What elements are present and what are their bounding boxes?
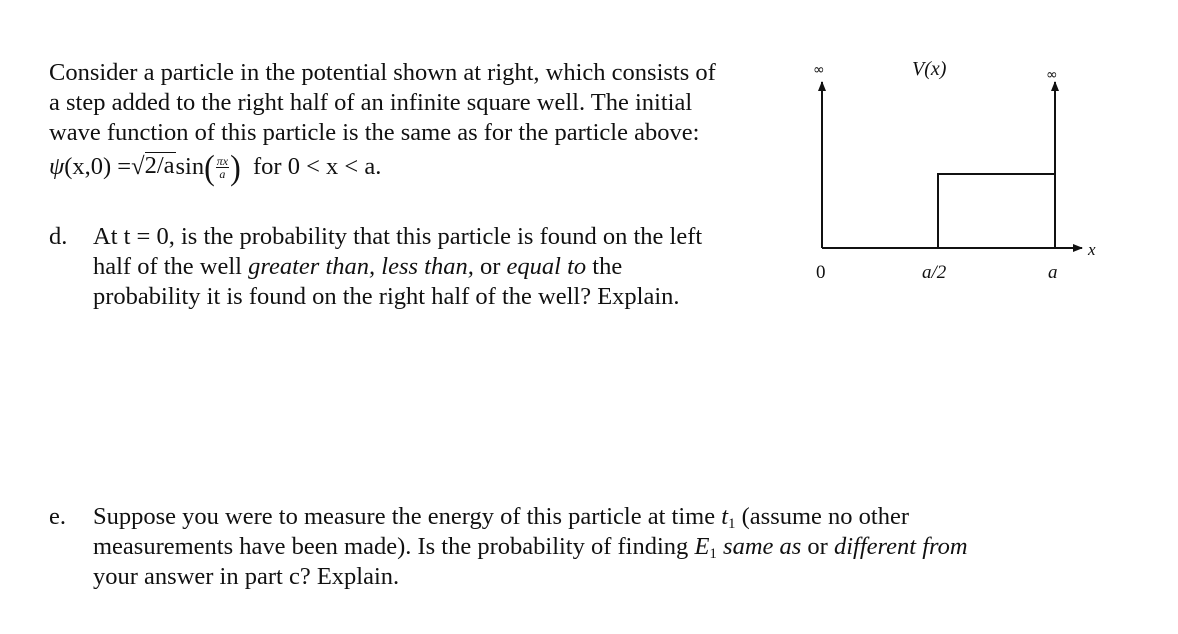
question-d-line-2-end: the xyxy=(586,253,623,280)
sqrt-sign: √ xyxy=(131,153,145,180)
question-d-line-3: probability it is found on the right half of the well? Explain. xyxy=(93,283,680,310)
intro-line-3: wave function of this particle is the same as for the particle above: xyxy=(49,119,700,146)
diagram-title: V(x) xyxy=(912,58,947,80)
psi-arguments: (x,0) = xyxy=(64,153,132,180)
psi-symbol: ψ xyxy=(49,153,65,180)
sin-function: sin xyxy=(175,153,205,180)
question-e-line-1-end: (assume no other xyxy=(735,503,910,530)
sqrt-radicand: 2/a xyxy=(144,152,175,179)
question-e-italic-same: same as xyxy=(716,533,802,560)
fraction-numerator: πx xyxy=(216,153,229,168)
tick-label-half-width: a/2 xyxy=(922,262,947,283)
question-e-line-1-start: Suppose you were to measure the energy of this particle at time xyxy=(93,503,722,530)
energy-variable: E xyxy=(694,533,710,560)
right-infinity-label: ∞ xyxy=(1046,67,1058,83)
time-variable: t xyxy=(721,503,729,530)
question-e-line-2-start: measurements have been made). Is the probability of finding xyxy=(93,533,695,560)
intro-line-2: a step added to the right half of an infinite square well. The initial xyxy=(49,89,693,116)
question-e-label: e. xyxy=(49,503,66,530)
question-d-line-1: At t = 0, is the probability that this particle is found on the left xyxy=(93,223,703,250)
tick-label-zero: 0 xyxy=(816,262,826,283)
question-d-line-2-start: half of the well xyxy=(93,253,249,280)
question-e-italic-different: different from xyxy=(833,533,968,560)
tick-label-width: a xyxy=(1048,262,1058,283)
intro-line-1: Consider a particle in the potential shown at right, which consists of xyxy=(49,59,716,86)
left-infinity-label: ∞ xyxy=(813,62,825,78)
left-paren: ( xyxy=(204,147,215,187)
question-d-or: or xyxy=(473,253,507,280)
question-e-or: or xyxy=(801,533,834,560)
domain-condition: for 0 < x < a. xyxy=(240,153,382,180)
energy-subscript: 1 xyxy=(709,546,717,562)
potential-step xyxy=(938,174,1055,248)
question-d-italic-equal: equal to xyxy=(506,253,587,280)
time-subscript: 1 xyxy=(728,516,736,532)
x-axis-label: x xyxy=(1088,240,1096,259)
question-e-line-3: your answer in part c? Explain. xyxy=(93,563,400,590)
right-paren: ) xyxy=(230,147,241,187)
question-d-label: d. xyxy=(49,223,68,250)
question-d-italic-options: greater than, less than, xyxy=(248,253,474,280)
fraction-denominator: a xyxy=(219,166,226,181)
